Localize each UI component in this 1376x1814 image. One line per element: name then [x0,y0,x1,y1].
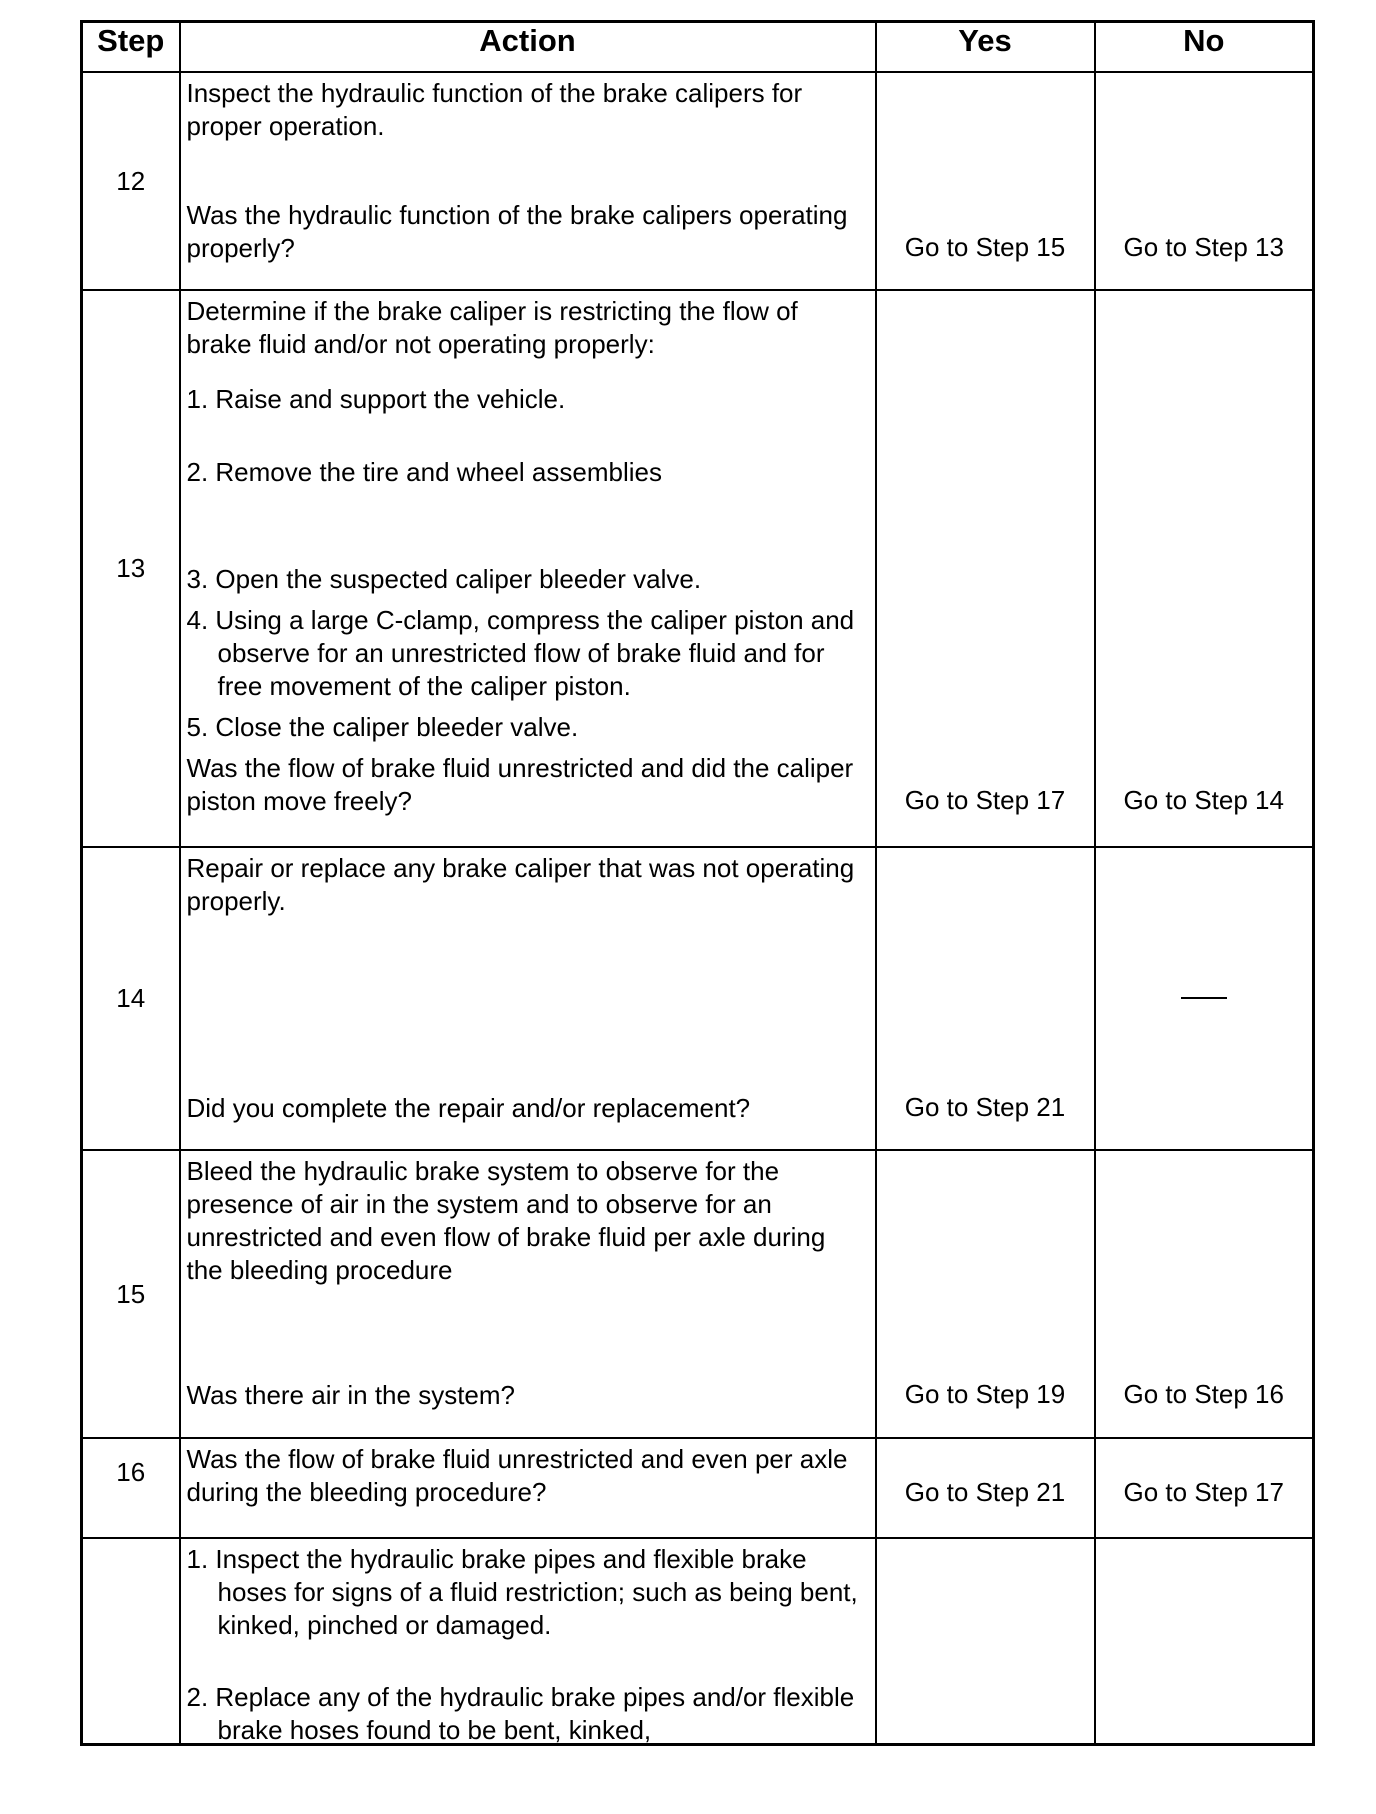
table-row [82,1150,1314,1438]
table-row [82,72,1314,290]
action-intro: Inspect the hydraulic function of the brake calipers for proper operation. [186,78,803,141]
action-step: 1. Raise and support the vehicle. [186,384,566,414]
no-cell [1095,847,1314,1150]
action-cell [180,847,876,1150]
action-step: 2. Replace any of the hydraulic brake pipes and/or flexible brake hoses found to be bent, kinked, [186,1682,855,1745]
step-number [82,1438,180,1538]
yes-cell [876,290,1095,847]
action-step: 1. Inspect the hydraulic brake pipes and flexible brake hoses for signs of a fluid restriction; such as being bent, kinked, pinched or damaged. [186,1544,858,1640]
yes-answer: Go to Step 21 [904,1477,1066,1507]
yes-cell [876,1438,1095,1538]
step-number [82,1538,180,1744]
action-question: Was the hydraulic function of the brake calipers operating properly? [186,200,848,263]
action-step: 4. Using a large C-clamp, compress the caliper piston and observe for an unrestricted flow of brake fluid and for free movement of the caliper piston. [186,605,855,701]
action-step: 2. Remove the tire and wheel assemblies [186,457,662,487]
yes-cell [876,1150,1095,1438]
step-number [82,72,180,290]
action-cell [180,72,876,290]
step-number-text: 14 [116,983,146,1013]
yes-answer: Go to Step 15 [904,232,1066,262]
table-row [82,1538,1314,1744]
table-row [82,1438,1314,1538]
header-step: Step [82,22,180,73]
header-yes: Yes [876,22,1095,73]
yes-answer: Go to Step 17 [904,785,1066,815]
step-number-text: 13 [116,553,146,583]
header-row [82,22,1314,73]
step-number [82,847,180,1150]
action-intro: Repair or replace any brake caliper that was not operating properly. [186,853,855,916]
action-cell [180,290,876,847]
no-answer: Go to Step 17 [1123,1477,1284,1507]
header-no: No [1095,22,1314,73]
action-step: 5. Close the caliper bleeder valve. [186,712,579,742]
yes-answer: Go to Step 19 [904,1379,1066,1409]
no-answer-dash [1181,997,1227,999]
no-cell [1095,290,1314,847]
action-question: Was there air in the system? [186,1380,515,1410]
step-number [82,290,180,847]
no-cell [1095,72,1314,290]
header-action: Action [180,22,876,73]
action-cell [180,1538,876,1744]
yes-answer: Go to Step 21 [904,1092,1066,1122]
yes-cell [876,847,1095,1150]
no-answer: Go to Step 13 [1123,232,1284,262]
action-question: Was the flow of brake fluid unrestricted and did the caliper piston move freely? [186,753,854,816]
action-question: Was the flow of brake fluid unrestricted and even per axle during the bleeding procedure? [186,1444,848,1507]
step-number [82,1150,180,1438]
action-intro: Determine if the brake caliper is restricting the flow of brake fluid and/or not operating properly: [186,296,798,359]
step-number-text: 16 [116,1457,146,1487]
step-number-text: 15 [116,1278,146,1309]
action-cell [180,1150,876,1438]
action-intro: Bleed the hydraulic brake system to observe for the presence of air in the system and to observe for an unrestricted and even flow of brake fluid per axle during the bleeding procedure [186,1156,826,1285]
step-number-text: 12 [116,165,146,196]
no-cell [1095,1438,1314,1538]
no-answer: Go to Step 14 [1123,785,1284,815]
table-row [82,290,1314,847]
no-cell [1095,1150,1314,1438]
yes-cell [876,1538,1095,1744]
action-cell [180,1438,876,1538]
diagnostic-table [80,20,1315,1746]
table-row [82,847,1314,1150]
no-cell [1095,1538,1314,1744]
action-step: 3. Open the suspected caliper bleeder valve. [186,564,702,594]
yes-cell [876,72,1095,290]
no-answer: Go to Step 16 [1123,1379,1284,1409]
action-question: Did you complete the repair and/or replacement? [186,1093,751,1123]
